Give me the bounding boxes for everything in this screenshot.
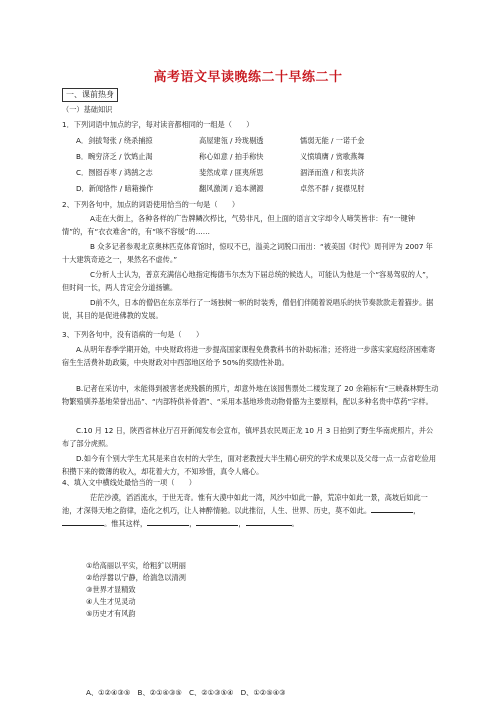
q3-option-b: B.记者在采访中，未能得到被害老虎残骸的照片，却意外地在该园售票处二楼发现了 20 余箱标有“三峡森林野生动物繁殖驯养基地荣誉出品”、“内部特供补骨酒”、“采用本基地珍贵动物骨骼为主要原料，配以多种名贵中草药”字样。 xyxy=(62,384,439,406)
q4-blank-3 xyxy=(147,518,189,526)
q4-blank-2 xyxy=(62,518,104,526)
subsection-heading: （一）基础知识 xyxy=(62,105,113,114)
q4-passage-text: 茫茫沙漠，滔滔流水，于世无奇。惟有大漠中如此一湾，风沙中如此一静，荒凉中如此一景，高坡后如此一池，才深得天地之韵律，造化之机巧，让人神醉情驰。以此推衍，人生、世界、历史，莫不如此。 xyxy=(62,493,428,515)
q1-option-b-col3: 义愤填膺 / 赏歌燕舞 xyxy=(300,152,365,161)
q4-option-2: ②给浮嚣以宁静，给湍急以清洌 xyxy=(86,573,186,582)
q1-option-a-col2: 高屋建瓴 / 玲珑剔透 xyxy=(199,136,264,145)
question-3-stem: 3、下列各句中，没有语病的一句是（ ） xyxy=(62,330,204,339)
q2-option-d: D前不久，日本的僧侣在东京举行了一场独树一帜的时装秀，僧侣们伴随着说唱乐的快节奏款款走着猫步。据说，其目的是促进佛教的发展。 xyxy=(62,298,434,320)
q2-option-b: B 众多记者参观北京奥林匹克体育馆时，惊叹不已，溢美之词脱口而出：“被美国《时代》周刊评为 2007 年十大建筑奇迹之一，果然名不虚传。” xyxy=(62,242,433,264)
q4-option-3: ③世界才显精致 xyxy=(86,585,136,594)
q1-option-a-col3: 懦弱无能 / 一诺千金 xyxy=(300,136,365,145)
q4-passage-mid: 。惟其这样， xyxy=(104,519,148,528)
q1-option-c-col2: 斐然成章 / 匪夷所思 xyxy=(199,168,264,177)
question-1-stem: 1．下列词语中加点的字，每对读音都相同的一组是（ ） xyxy=(62,120,254,129)
q4-option-5: ⑤历史才有风韵 xyxy=(86,609,136,618)
q3-option-a: A.从明年春季学期开始，中央财政将进一步提高国家课程免费教科书的补助标准；还将进一步落实家庭经济困难寄宿生生活费补助政策，中央财政对中西部地区给予 50%的奖励性补助。 xyxy=(62,345,436,367)
document-title: 高考语文早读晚练二十早练二十 xyxy=(153,70,343,85)
q4-option-4: ④人生才见灵动 xyxy=(86,597,136,606)
q4-blank-5 xyxy=(246,518,292,526)
q1-option-b-col1: B．畹穷济乏 / 饮鸩止渴 xyxy=(76,152,153,161)
q4-answer-choices: A、①②④③⑤ B、②①④③⑤ C、②①③⑤④ D、①②⑤④③ xyxy=(86,688,286,697)
section-heading-warmup: 一、课前热身 xyxy=(62,88,118,102)
question-4-stem: 4、填入文中横线处最恰当的一项（ ） xyxy=(62,478,196,487)
q1-option-c-col1: C．囫囵吞枣 / 鸿鹄之志 xyxy=(76,168,153,177)
q2-option-c: C分析人士认为，普京充满信心地指定梅德韦尔杰为下届总统的候选人，可能认为他是一个“容易驾驭的人”，但时间一长，两人肯定会分道扬镳。 xyxy=(62,270,434,292)
q4-option-1: ①给高丽以平实，给粗犷以明丽 xyxy=(86,561,186,570)
q4-passage: 茫茫沙漠，滔滔流水，于世无奇。惟有大漠中如此一湾，风沙中如此一静，荒凉中如此一景，高坡后如此一池，才深得天地之韵律，造化之机巧，让人神醉情驰。以此推衍，人生、世界、历史，莫不如此。 ，。惟其这样， ， ， 。 xyxy=(62,493,428,528)
q4-blank-1 xyxy=(371,505,413,513)
question-2-stem: 2、下列各句中，加点的词语使用恰当的一句是（ ） xyxy=(62,200,240,209)
q2-option-a: A走在大街上，各种各样的广告牌鳞次栉比，气势非凡，但上面的语言文字却令人啼笑皆非：有“一键钟情”的，有“衣衣难舍”的，有“咳不容缓”的…… xyxy=(62,214,415,236)
q1-option-b-col2: 称心如意 / 拍手称快 xyxy=(199,152,264,161)
q1-option-d-col3: 卓然不群 / 捉襟见肘 xyxy=(300,184,365,193)
q1-option-a-col1: A．剑拔弩张 / 绕杀捕掠 xyxy=(76,136,153,145)
q4-option-list xyxy=(86,560,186,620)
q4-blank-4 xyxy=(196,518,238,526)
q1-option-d-col2: 翻风激浏 / 追本溯源 xyxy=(199,184,264,193)
q1-option-d-col1: D．新闻恪怍 / 暗箱操作 xyxy=(76,184,154,193)
q1-option-c-col3: 涸泽而渔 / 和衷共济 xyxy=(300,168,365,177)
q3-option-c: C.10 月 12 日，陕西省林业厅召开新闻发布会宣布，镇坪县农民周正龙 10 月 3 日拍到了野生华南虎照片，并公布了部分虎照。 xyxy=(62,426,434,448)
q3-option-d: D.如今有个别大学生尤其是来自农村的大学生，面对老教授大半生精心研究的学术成果以及父母一点一点省吃俭用积攒下来的微薄的收入，却花着大方，不知珍惜，真令人痛心。 xyxy=(62,454,437,476)
